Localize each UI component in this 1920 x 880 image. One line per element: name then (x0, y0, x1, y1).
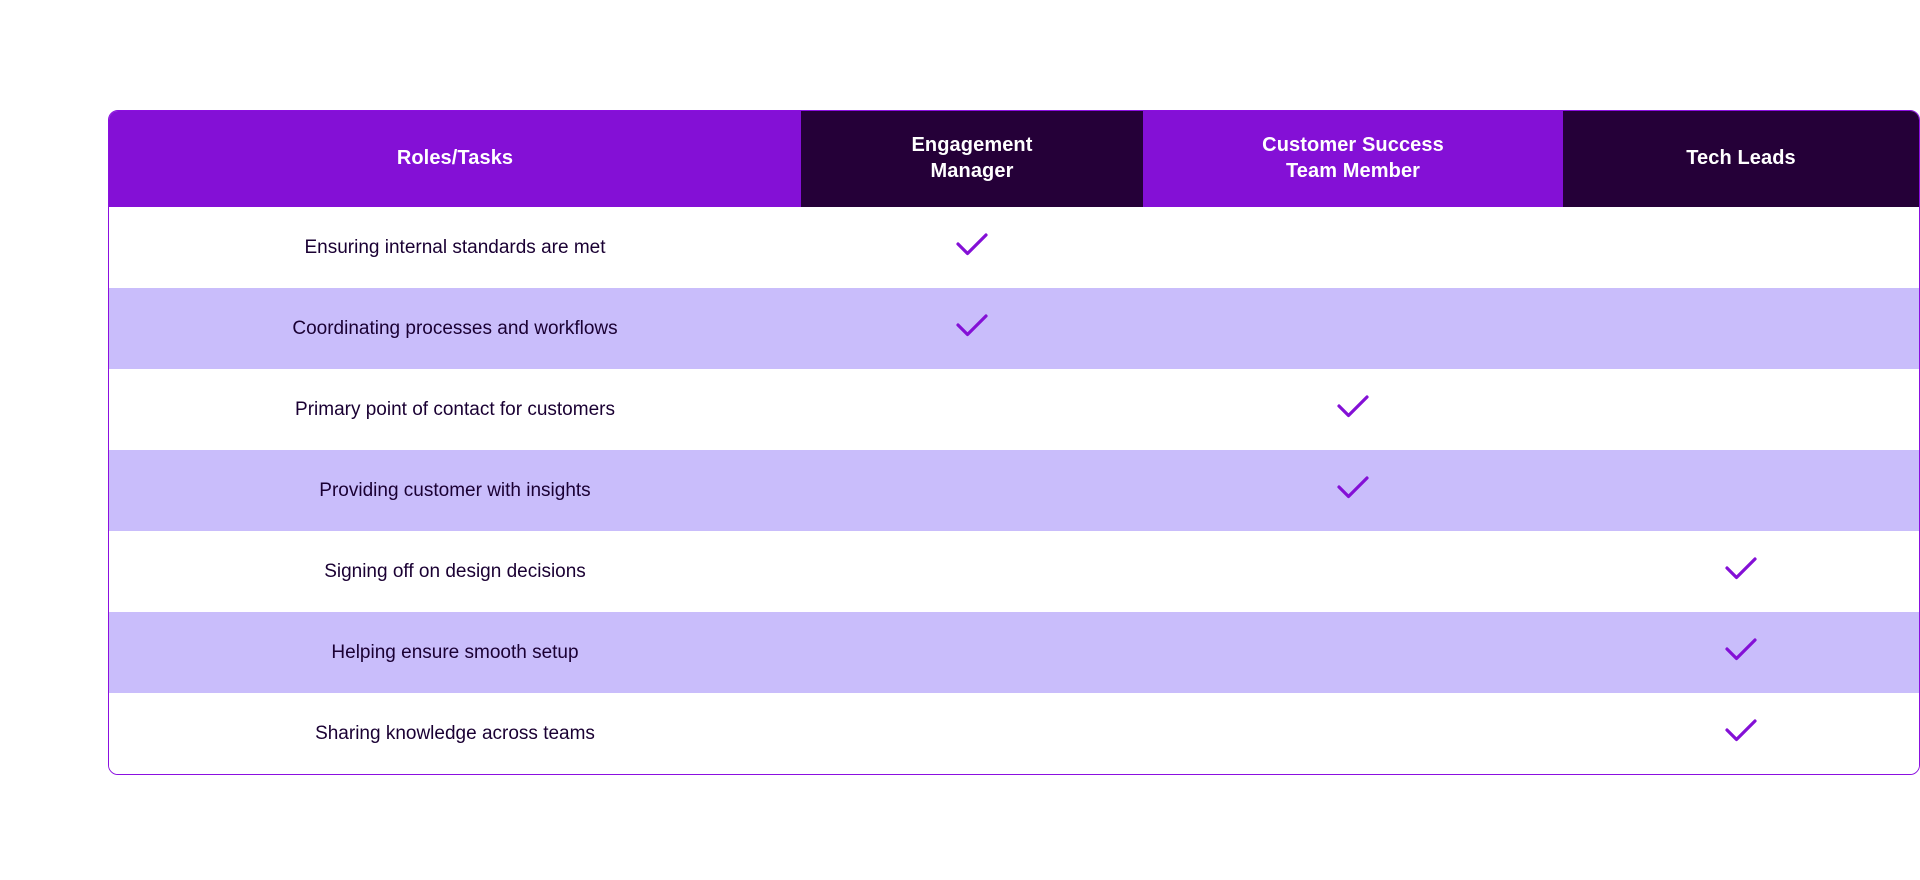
mark-cell-tech-leads (1563, 531, 1919, 612)
check-icon (1724, 556, 1758, 582)
mark-cell-customer-success (1143, 288, 1563, 369)
column-header-customer-success-line2: Team Member (1285, 160, 1421, 182)
check-icon (1336, 394, 1370, 420)
column-header-roles-tasks-label: Roles/Tasks (396, 147, 514, 170)
task-label-cell: Signing off on design decisions (109, 531, 801, 612)
task-label-cell: Coordinating processes and workflows (109, 288, 801, 369)
mark-cell-customer-success (1143, 207, 1563, 288)
check-icon (1336, 475, 1370, 501)
mark-cell-engagement-manager (801, 693, 1143, 774)
table-row (109, 450, 1919, 531)
matrix-body (109, 207, 1919, 774)
mark-cell-tech-leads (1563, 612, 1919, 693)
mark-cell-engagement-manager (801, 369, 1143, 450)
mark-cell-customer-success (1143, 693, 1563, 774)
check-icon (955, 232, 989, 258)
mark-cell-tech-leads (1563, 207, 1919, 288)
matrix-header (109, 111, 1919, 207)
table-row (109, 207, 1919, 288)
check-icon (1724, 718, 1758, 744)
mark-cell-engagement-manager (801, 450, 1143, 531)
matrix-table (108, 110, 1920, 775)
mark-cell-tech-leads (1563, 369, 1919, 450)
mark-cell-tech-leads (1563, 288, 1919, 369)
column-header-engagement-manager-line2: Manager (930, 160, 1014, 182)
task-label-cell: Sharing knowledge across teams (109, 693, 801, 774)
mark-cell-customer-success (1143, 612, 1563, 693)
mark-cell-customer-success (1143, 369, 1563, 450)
mark-cell-tech-leads (1563, 693, 1919, 774)
mark-cell-engagement-manager (801, 612, 1143, 693)
mark-cell-customer-success (1143, 450, 1563, 531)
mark-cell-engagement-manager (801, 288, 1143, 369)
check-icon (1724, 637, 1758, 663)
mark-cell-engagement-manager (801, 207, 1143, 288)
column-header-engagement-manager-line1: Engagement (911, 134, 1033, 157)
table-row (109, 369, 1919, 450)
mark-cell-customer-success (1143, 531, 1563, 612)
table-row (109, 288, 1919, 369)
roles-responsibility-matrix (108, 110, 1838, 775)
table-row (109, 531, 1919, 612)
task-label-cell: Ensuring internal standards are met (109, 207, 801, 288)
column-header-tech-leads (1563, 111, 1919, 207)
task-label-cell: Primary point of contact for customers (109, 369, 801, 450)
table-row (109, 612, 1919, 693)
mark-cell-tech-leads (1563, 450, 1919, 531)
column-header-customer-success-line1: Customer Success (1262, 134, 1444, 157)
column-header-customer-success (1143, 111, 1563, 207)
check-icon (955, 313, 989, 339)
header-row (109, 111, 1919, 207)
table-row (109, 693, 1919, 774)
column-header-roles-tasks (109, 111, 801, 207)
column-header-engagement-manager (801, 111, 1143, 207)
task-label-cell: Helping ensure smooth setup (109, 612, 801, 693)
column-header-tech-leads-label: Tech Leads (1686, 147, 1796, 170)
mark-cell-engagement-manager (801, 531, 1143, 612)
task-label-cell: Providing customer with insights (109, 450, 801, 531)
